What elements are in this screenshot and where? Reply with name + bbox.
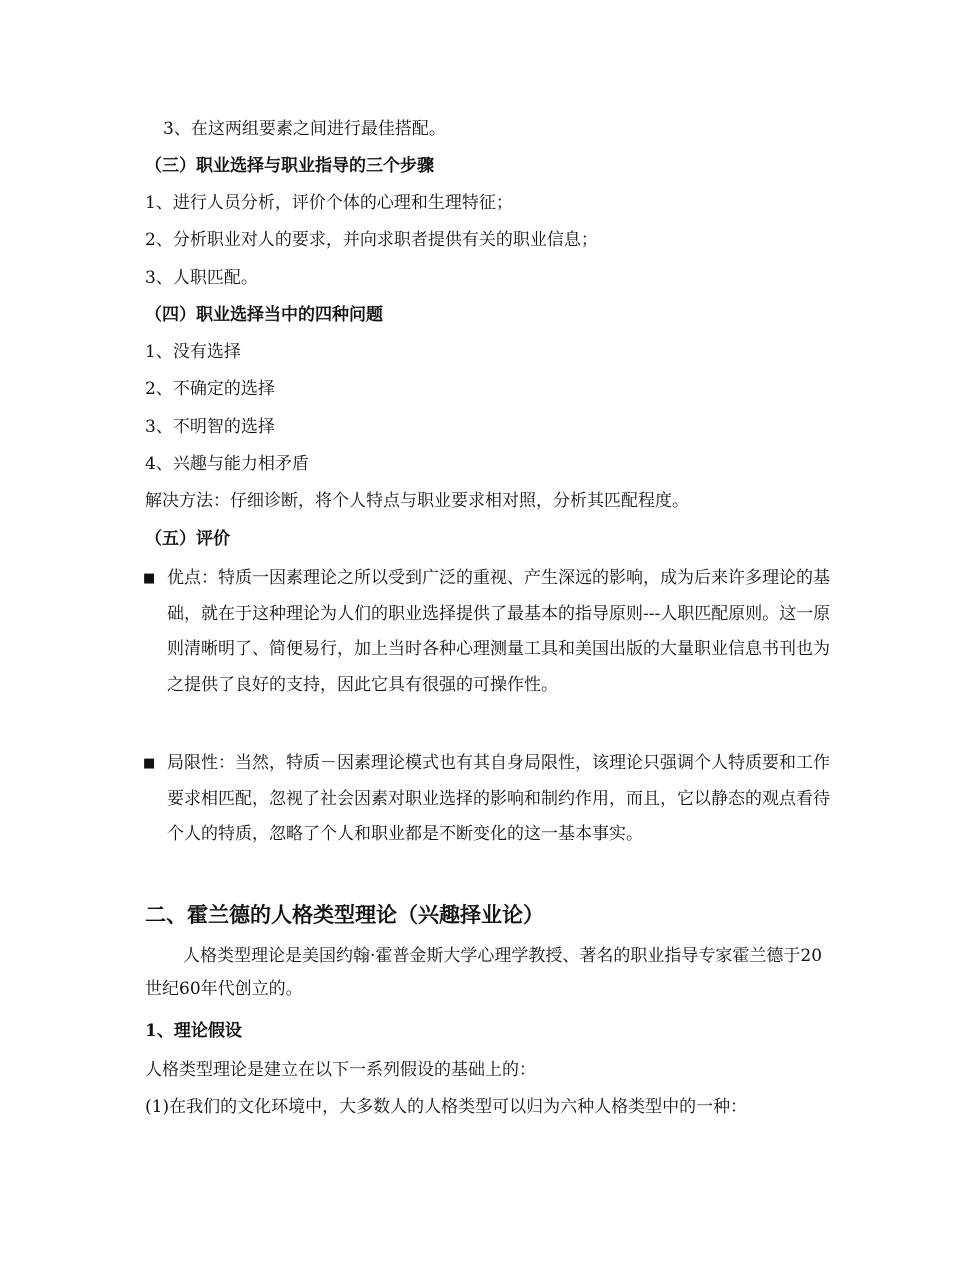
problem-2-line: 2、不确定的选择 — [145, 379, 275, 399]
assumption-intro-line: 人格类型理论是建立在以下一系列假设的基础上的： — [145, 1060, 536, 1080]
problem-1-line: 1、没有选择 — [145, 342, 241, 362]
section-2-intro: 人格类型理论是美国约翰·霍普金斯大学心理学教授、著名的职业指导专家霍兰德于20世纪60年代创立的。 — [145, 946, 823, 999]
heading-three-steps: （三）职业选择与职业指导的三个步骤 — [145, 156, 434, 176]
assumption-item-1: (1)在我们的文化环境中，大多数人的人格类型可以归为六种人格类型中的一种： — [145, 1097, 748, 1117]
bullet-square-icon: ■ — [143, 571, 156, 586]
problem-3-line: 3、不明智的选择 — [145, 417, 275, 437]
advantage-paragraph: 优点：特质一因素理论之所以受到广泛的重视、产生深远的影响，成为后来许多理论的基础，就在于这种理论为人们的职业选择提供了最基本的指导原则---人职匹配原则。这一原则清晰明了、简便易行，加上当时各种心理测量工具和美国出版的大量职业信息书刊也为之提供了良好的支持，因此它具有很强的可操作性。 — [167, 568, 831, 695]
step-2-line: 2、分析职业对人的要求，并向求职者提供有关的职业信息； — [145, 230, 598, 250]
match-step-line: 3、在这两组要素之间进行最佳搭配。 — [163, 119, 446, 139]
bullet-square-icon: ■ — [143, 756, 156, 771]
section-2-title: 二、霍兰德的人格类型理论（兴趣择业论） — [145, 902, 544, 927]
solution-line: 解决方法：仔细诊断，将个人特点与职业要求相对照，分析其匹配程度。 — [145, 491, 689, 511]
step-1-line: 1、进行人员分析，评价个体的心理和生理特征； — [145, 193, 513, 213]
heading-four-problems: （四）职业选择当中的四种问题 — [145, 305, 383, 325]
limitation-paragraph: 局限性：当然，特质－因素理论模式也有其自身局限性，该理论只强调个人特质要和工作要求相匹配，忽视了社会因素对职业选择的影响和制约作用，而且，它以静态的观点看待个人的特质，忽略了个人和职业都是不断变化的这一基本事实。 — [167, 753, 830, 844]
subheading-theory-assumptions: 1、理论假设 — [145, 1021, 242, 1041]
step-3-line: 3、人职匹配。 — [145, 268, 258, 288]
heading-evaluation: （五）评价 — [145, 529, 230, 549]
problem-4-line: 4、兴趣与能力相矛盾 — [145, 454, 309, 474]
